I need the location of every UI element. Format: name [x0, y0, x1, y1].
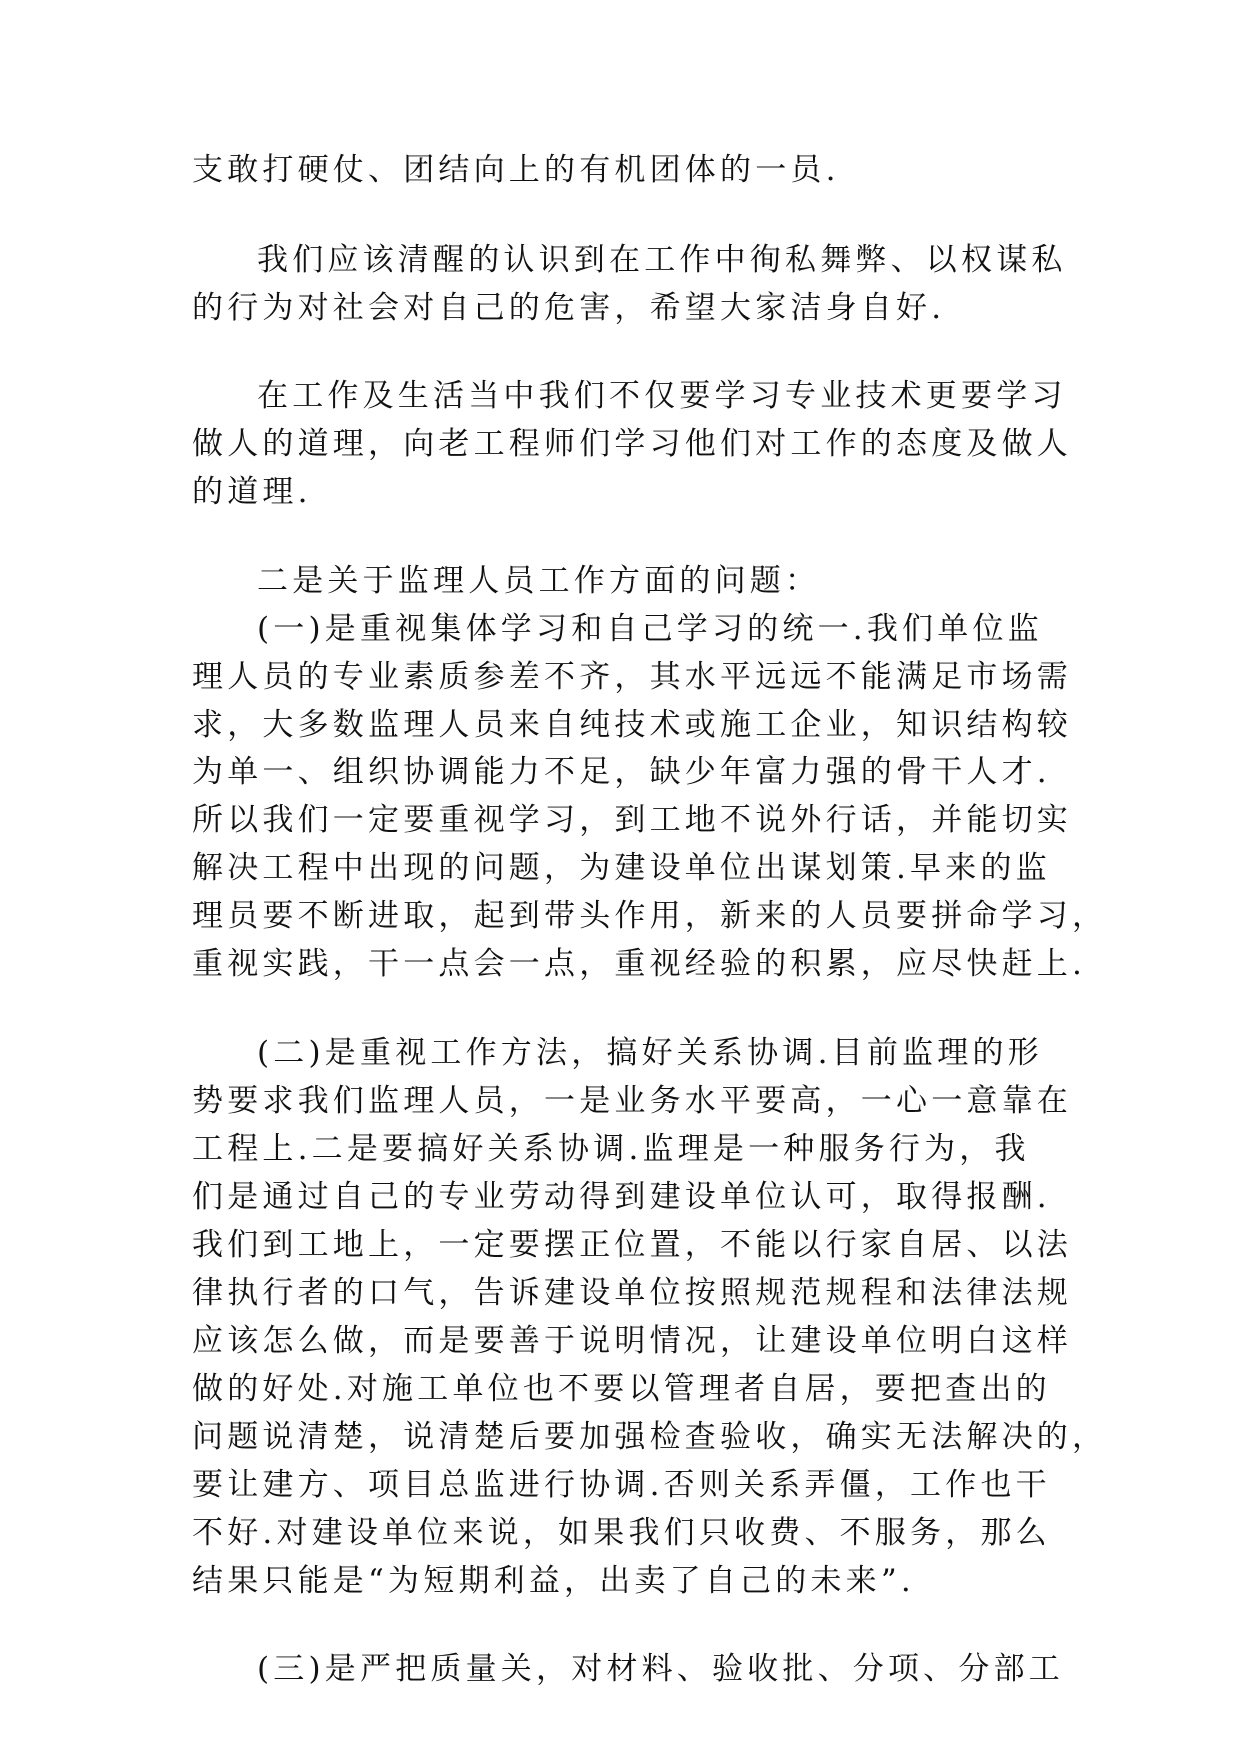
paragraph-line: 不好.对建设单位来说，如果我们只收费、不服务，那么: [192, 1515, 1051, 1551]
paragraph-line: 势要求我们监理人员，一是业务水平要高，一心一意靠在: [192, 1083, 1072, 1119]
paragraph-line: 做的好处.对施工单位也不要以管理者自居，要把查出的: [192, 1371, 1051, 1407]
paragraph-line: 解决工程中出现的问题，为建设单位出谋划策.早来的监: [192, 850, 1051, 886]
paragraph-line: 求，大多数监理人员来自纯技术或施工企业，知识结构较: [192, 707, 1072, 743]
paragraph-line: 在工作及生活当中我们不仅要学习专业技术更要学习: [257, 378, 1067, 414]
paragraph-line: 为单一、组织协调能力不足，缺少年富力强的骨干人才.: [192, 754, 1051, 790]
paragraph-line: 要让建方、项目总监进行协调.否则关系弄僵，工作也干: [192, 1467, 1051, 1503]
paragraph-line: 结果只能是“为短期利益，出卖了自己的未来”.: [192, 1563, 915, 1599]
section-heading-line: 二是关于监理人员工作方面的问题：: [257, 563, 821, 599]
paragraph-line: 重视实践，干一点会一点，重视经验的积累，应尽快赶上.: [192, 946, 1087, 982]
paragraph-line: 所以我们一定要重视学习，到工地不说外行话，并能切实: [192, 802, 1072, 838]
paragraph-line: (一)是重视集体学习和自己学习的统一.我们单位监: [257, 611, 1043, 647]
paragraph-line: 支敢打硬仗、团结向上的有机团体的一员.: [192, 152, 840, 188]
paragraph-line: 律执行者的口气，告诉建设单位按照规范规程和法律法规: [192, 1275, 1072, 1311]
paragraph-line: 们是通过自己的专业劳动得到建设单位认可，取得报酬.: [192, 1179, 1051, 1215]
paragraph-line: (三)是严把质量关，对材料、验收批、分项、分部工: [257, 1651, 1064, 1687]
paragraph-line: 的行为对社会对自己的危害，希望大家洁身自好.: [192, 290, 946, 326]
paragraph-line: 理员要不断进取，起到带头作用，新来的人员要拼命学习，: [192, 898, 1108, 934]
paragraph-line: 应该怎么做，而是要善于说明情况，让建设单位明白这样: [192, 1323, 1072, 1359]
paragraph-line: 理人员的专业素质参差不齐，其水平远远不能满足市场需: [192, 659, 1072, 695]
paragraph-line: 问题说清楚，说清楚后要加强检查验收，确实无法解决的，: [192, 1419, 1108, 1455]
paragraph-line: 我们应该清醒的认识到在工作中徇私舞弊、以权谋私: [257, 242, 1067, 278]
paragraph-line: 工程上.二是要搞好关系协调.监理是一种服务行为，我: [192, 1131, 1030, 1167]
paragraph-line: (二)是重视工作方法，搞好关系协调.目前监理的形: [257, 1035, 1043, 1071]
paragraph-line: 我们到工地上，一定要摆正位置，不能以行家自居、以法: [192, 1227, 1072, 1263]
paragraph-line: 做人的道理，向老工程师们学习他们对工作的态度及做人: [192, 426, 1072, 462]
paragraph-line: 的道理.: [192, 474, 312, 510]
